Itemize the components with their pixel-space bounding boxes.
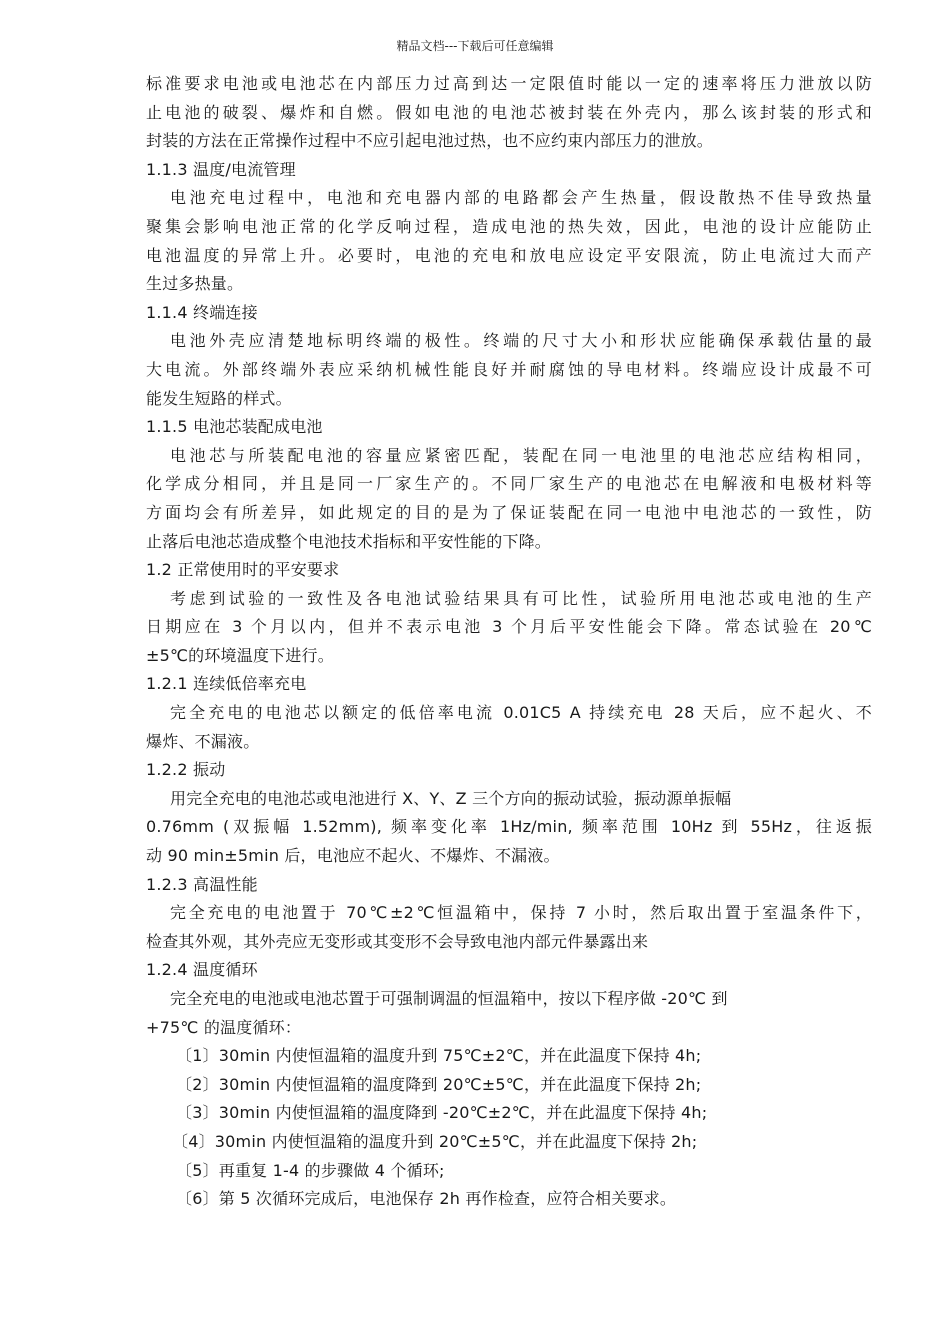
paragraph-line: 用完全充电的电池芯或电池进行 X、Y、Z 三个方向的振动试验，振动源单振幅 (170, 788, 732, 808)
paragraph-line: 电池芯与所装配电池的容量应紧密匹配，装配在同一电池里的电池芯应结构相同， (170, 445, 872, 465)
paragraph-line: 考虑到试验的一致性及各电池试验结果具有可比性，试验所用电池芯或电池的生产 (170, 588, 872, 608)
procedure-step: 〔4〕30min 内使恒温箱的温度升到 20℃±5℃，并在此温度下保持 2h; (172, 1131, 698, 1151)
section-heading-1-2-2: 1.2.2 振动 (146, 760, 226, 780)
paragraph-line: 聚集会影响电池正常的化学反响过程，造成电池的热失效，因此，电池的设计应能防止 (146, 216, 872, 236)
paragraph-line: 动 90 min±5min 后，电池应不起火、不爆炸、不漏液。 (146, 846, 560, 866)
page-header: 精品文档---下载后可任意编辑 (396, 39, 554, 53)
paragraph-line: 大电流。外部终端外表应采纳机械性能良好并耐腐蚀的导电材料。终端应设计成最不可 (146, 359, 872, 379)
paragraph-line: 完全充电的电池芯以额定的低倍率电流 0.01C5 A 持续充电 28 天后，应不起火、不 (170, 703, 872, 723)
procedure-step: 〔3〕30min 内使恒温箱的温度降到 -20℃±2℃，并在此温度下保持 4h; (176, 1103, 708, 1123)
procedure-step: 〔6〕第 5 次循环完成后，电池保存 2h 再作检查，应符合相关要求。 (176, 1189, 677, 1209)
section-heading-1-1-5: 1.1.5 电池芯装配成电池 (146, 417, 323, 437)
paragraph-line: 标准要求电池或电池芯在内部压力过高到达一定限值时能以一定的速率将压力泄放以防 (146, 74, 872, 93)
paragraph-line: 电池温度的异常上升。必要时，电池的充电和放电应设定平安限流，防止电流过大而产 (146, 245, 872, 265)
paragraph-line: 检查其外观，其外壳应无变形或其变形不会导致电池内部元件暴露出来 (146, 931, 649, 951)
procedure-step: 〔2〕30min 内使恒温箱的温度降到 20℃±5℃，并在此温度下保持 2h; (176, 1074, 702, 1094)
section-heading-1-1-3: 1.1.3 温度/电流管理 (146, 159, 296, 179)
paragraph-line: 止落后电池芯造成整个电池技术指标和平安性能的下降。 (146, 531, 552, 551)
section-heading-1-2-1: 1.2.1 连续低倍率充电 (146, 674, 307, 694)
procedure-step: 〔1〕30min 内使恒温箱的温度升到 75℃±2℃，并在此温度下保持 4h; (176, 1046, 702, 1066)
paragraph-line: 日期应在 3 个月以内，但并不表示电池 3 个月后平安性能会下降。常态试验在 20℃ (146, 617, 872, 637)
section-heading-1-2-3: 1.2.3 高温性能 (146, 874, 258, 894)
paragraph-line: 完全充电的电池或电池芯置于可强制调温的恒温箱中，按以下程序做 -20℃ 到 (170, 989, 728, 1008)
document-body (146, 70, 872, 1214)
paragraph-line: 电池充电过程中，电池和充电器内部的电路都会产生热量，假设散热不佳导致热量 (170, 188, 872, 208)
paragraph-line: +75℃ 的温度循环： (146, 1017, 302, 1037)
procedure-step: 〔5〕再重复 1-4 的步骤做 4 个循环; (176, 1160, 445, 1180)
paragraph-line: 完全充电的电池置于 70℃±2℃恒温箱中，保持 7 小时，然后取出置于室温条件下， (170, 903, 872, 923)
paragraph-line: 能发生短路的样式。 (146, 388, 292, 408)
paragraph-line: 封装的方法在正常操作过程中不应引起电池过热，也不应约束内部压力的泄放。 (146, 131, 714, 151)
section-heading-1-2: 1.2 正常使用时的平安要求 (146, 560, 340, 580)
paragraph-line: 止电池的破裂、爆炸和自燃。假如电池的电池芯被封装在外壳内，那么该封装的形式和 (146, 102, 872, 122)
paragraph-line: 爆炸、不漏液。 (146, 731, 260, 751)
paragraph-line: 0.76mm (双振幅 1.52mm), 频率变化率 1Hz/min, 频率范围 10Hz 到 55Hz，往返振 (146, 817, 872, 837)
paragraph-line: 电池外壳应清楚地标明终端的极性。终端的尺寸大小和形状应能确保承载估量的最 (170, 331, 872, 351)
section-heading-1-2-4: 1.2.4 温度循环 (146, 960, 258, 980)
paragraph-line: 方面均会有所差异，如此规定的目的是为了保证装配在同一电池中电池芯的一致性，防 (146, 502, 872, 522)
section-heading-1-1-4: 1.1.4 终端连接 (146, 302, 258, 322)
paragraph-line: 化学成分相同，并且是同一厂家生产的。不同厂家生产的电池芯在电解液和电极材料等 (146, 474, 872, 494)
paragraph-line: ±5℃的环境温度下进行。 (146, 645, 334, 665)
paragraph-line: 生过多热量。 (146, 274, 244, 294)
